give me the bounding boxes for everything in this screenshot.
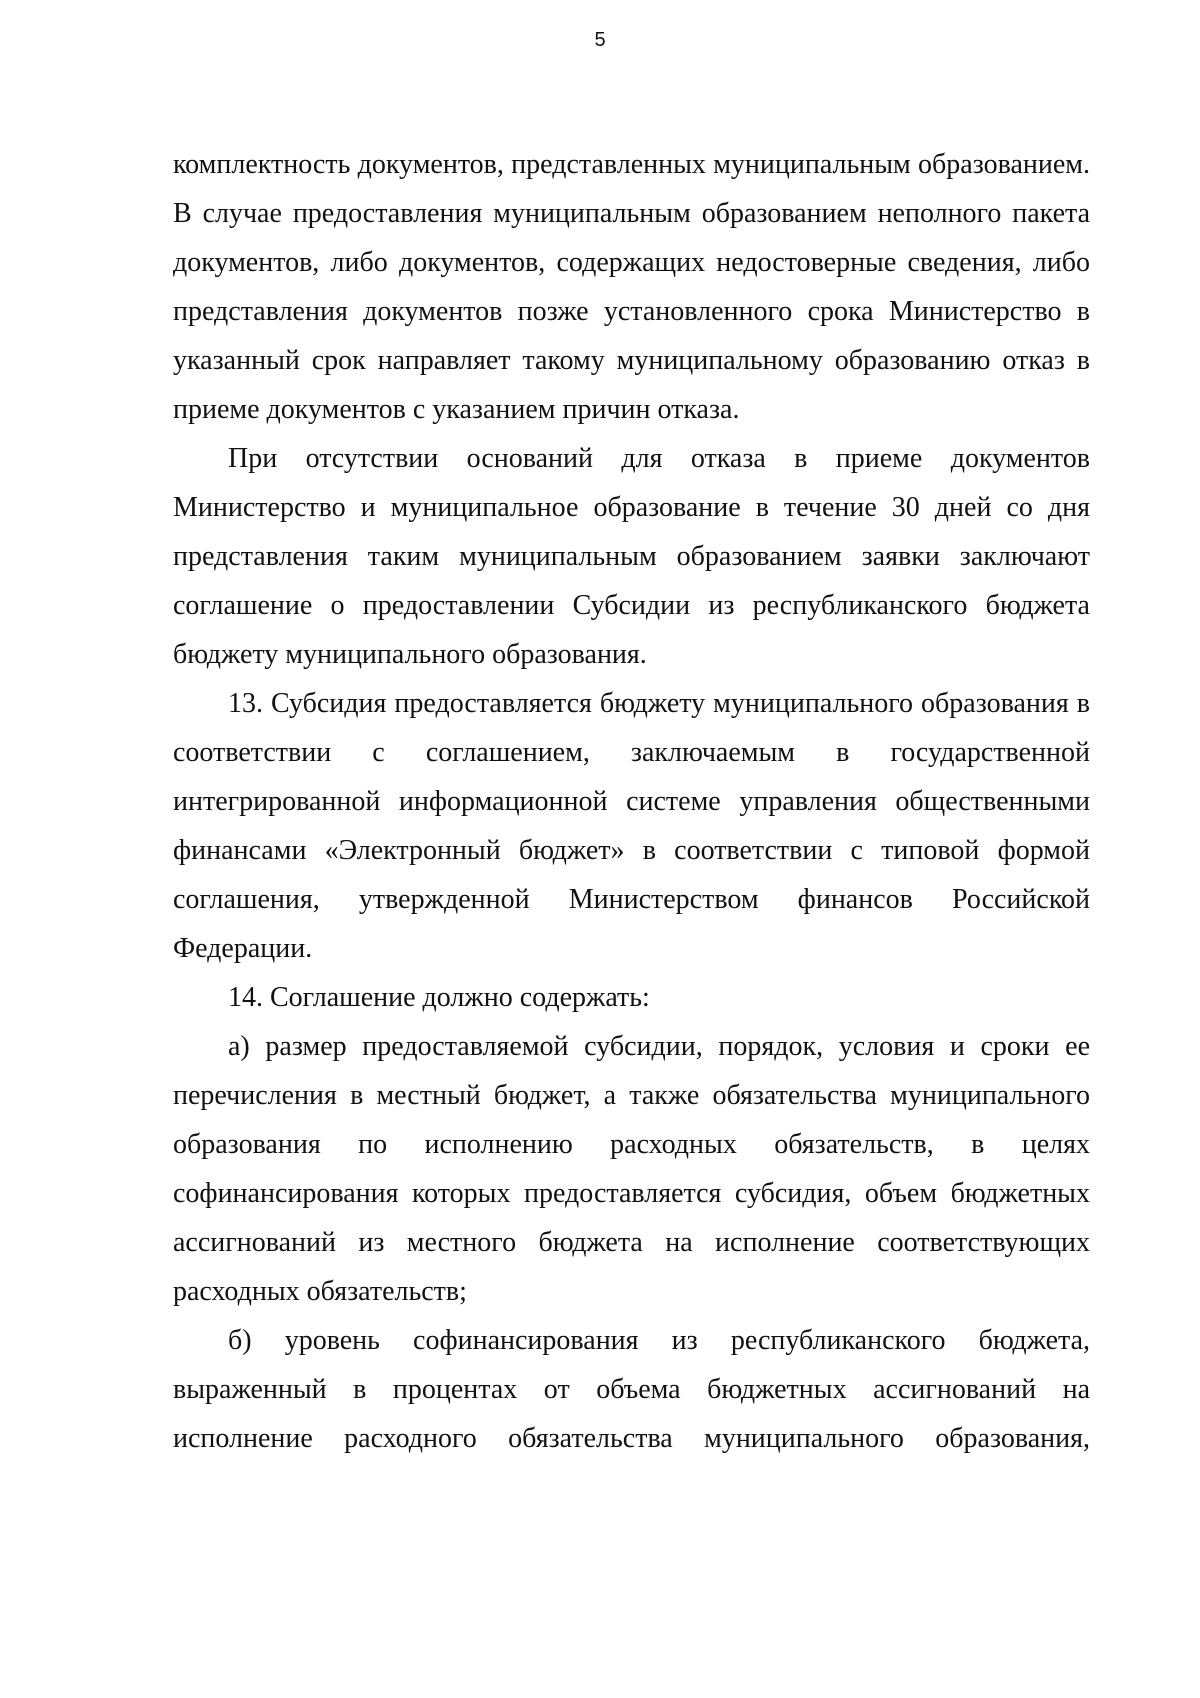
page-number: 5	[594, 29, 606, 51]
paragraph-completeness: комплектность документов, представленных муниципальным образованием. В случае предоставления муниципальным образованием неполного пакета документов, либо документов, содержащих недостоверные сведения, либо представления документов позже установленного срока Министерство в указанный срок направляет такому муниципальному образованию отказ в приеме документов с указанием причин отказа.	[173, 149, 1090, 425]
paragraph-item-14a: а) размер предоставляемой субсидии, порядок, условия и сроки ее перечисления в местный бюджет, а также обязательства муниципального образования по исполнению расходных обязательств, в целях софинансирования которых предоставляется субсидия, объем бюджетных ассигнований из местного бюджета на исполнение соответствующих расходных обязательств;	[173, 1031, 1090, 1307]
paragraph-item-14: 14. Соглашение должно содержать:	[228, 982, 650, 1013]
paragraph-item-13: 13. Субсидия предоставляется бюджету муниципального образования в соответствии с соглашением, заключаемым в государственной интегрированной информационной системе управления общественными финансами «Электронный бюджет» в соответствии с типовой формой соглашения, утвержденной Министерством финансов Российской Федерации.	[173, 688, 1090, 964]
paragraph-item-14b: б) уровень софинансирования из республиканского бюджета, выраженный в процентах от объема бюджетных ассигнований на исполнение расходного обязательства муниципального образования,	[173, 1325, 1090, 1454]
paragraph-agreement-30-days: При отсутствии оснований для отказа в приеме документов Министерство и муниципальное образование в течение 30 дней со дня представления таким муниципальным образованием заявки заключают соглашение о предоставлении Субсидии из республиканского бюджета бюджету муниципального образования.	[173, 443, 1090, 670]
document-body	[173, 140, 1090, 1463]
